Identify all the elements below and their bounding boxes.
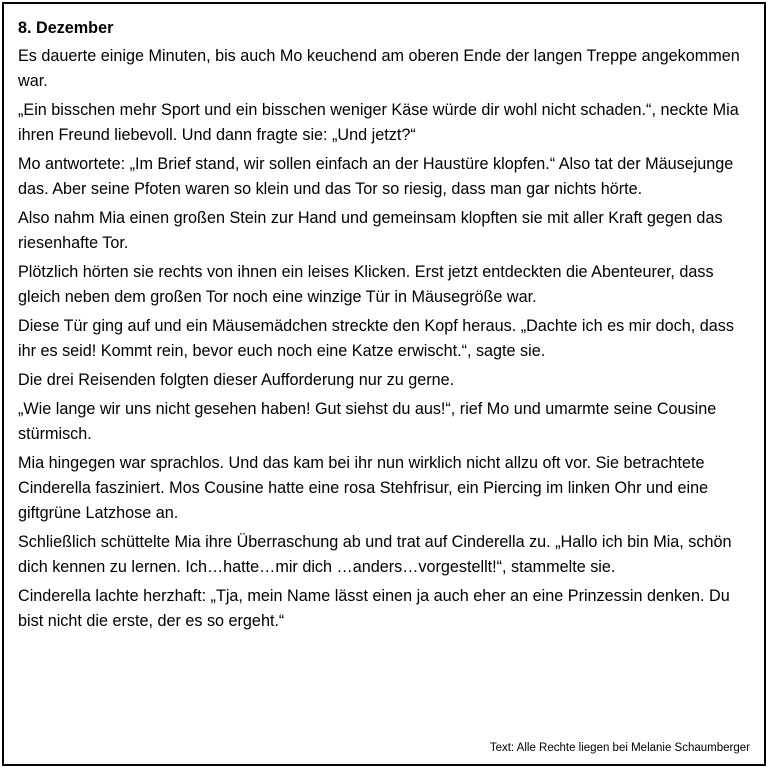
paragraph: Schließlich schüttelte Mia ihre Überraschung ab und trat auf Cinderella zu. „Hallo ich bin Mia, schön dich kennen zu lernen. Ich…hatte…mir dich …anders…vorgestellt!“, stammelte sie.	[18, 533, 732, 576]
copyright-credit: Text: Alle Rechte liegen bei Melanie Schaumberger	[489, 742, 750, 754]
paragraph: „Ein bisschen mehr Sport und ein bisschen weniger Käse würde dir wohl nicht schaden.“, neckte Mia ihren Freund liebevoll. Und dann fragte sie: „Und jetzt?“	[18, 101, 739, 144]
paragraph: Plötzlich hörten sie rechts von ihnen ein leises Klicken. Erst jetzt entdeckten die Abenteurer, dass gleich neben dem großen Tor noch eine winzige Tür in Mäusegröße war.	[18, 263, 714, 306]
paragraph: Also nahm Mia einen großen Stein zur Hand und gemeinsam klopften sie mit aller Kraft gegen das riesenhafte Tor.	[18, 209, 723, 252]
document-page	[2, 2, 766, 766]
paragraph: Cinderella lachte herzhaft: „Tja, mein Name lässt einen ja auch eher an eine Prinzessin denken. Du bist nicht die erste, der es so ergeht.“	[18, 587, 730, 630]
paragraph: Mia hingegen war sprachlos. Und das kam bei ihr nun wirklich nicht allzu oft vor. Sie betrachtete Cinderella fasziniert. Mos Cousine hatte eine rosa Stehfrisur, ein Piercing im linken Ohr und eine giftgrüne Latzhose an.	[18, 454, 709, 522]
paragraph: „Wie lange wir uns nicht gesehen haben! Gut siehst du aus!“, rief Mo und umarmte seine Cousine stürmisch.	[18, 400, 717, 443]
paragraph: Es dauerte einige Minuten, bis auch Mo keuchend am oberen Ende der langen Treppe angekommen war.	[18, 47, 740, 90]
paragraph: Mo antwortete: „Im Brief stand, wir sollen einfach an der Haustüre klopfen.“ Also tat der Mäusejunge das. Aber seine Pfoten waren so klein und das Tor so riesig, dass man gar nichts hörte.	[18, 155, 734, 198]
page-title: 8. Dezember	[18, 19, 114, 37]
paragraph: Diese Tür ging auf und ein Mäusemädchen streckte den Kopf heraus. „Dachte ich es mir doch, dass ihr es seid! Kommt rein, bevor euch noch eine Katze erwischt.“, sagte sie.	[18, 317, 734, 360]
paragraph: Die drei Reisenden folgten dieser Aufforderung nur zu gerne.	[18, 371, 455, 389]
story-text	[18, 16, 756, 638]
